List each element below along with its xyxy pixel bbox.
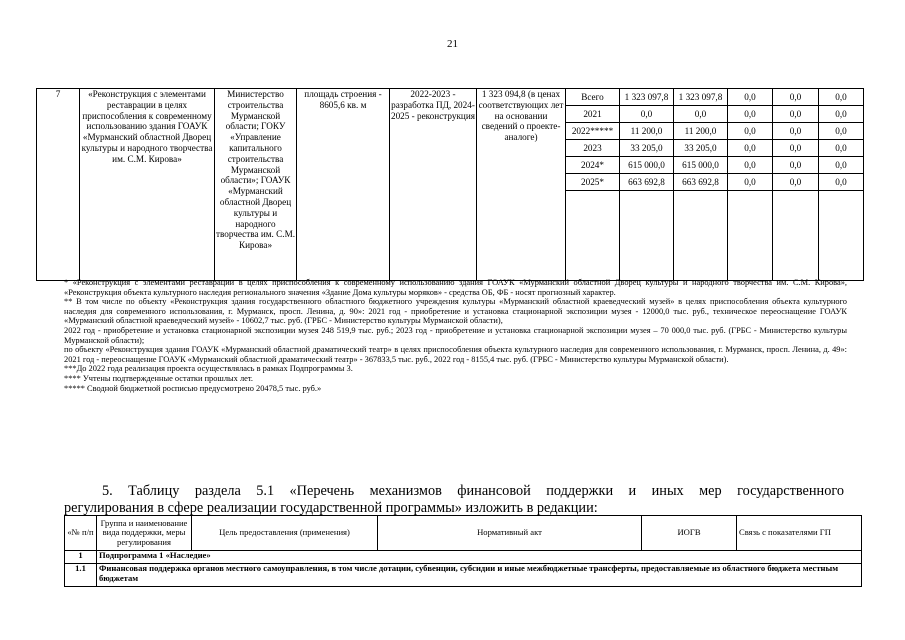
total-cell: 33 205,0 [620, 140, 674, 157]
footnote: ** В том числе по объекту «Реконструкция здания государственного областного бюджетного учреждения культуры «Мурманский областной краеведческий музей» в целях приспособления объекта культурного наследия для современного использования, г. Мурманск, просп. Ленина, д. 90»: 2021 год - приобретение и установка стационарной экспозиции музея - 12000,0 тыс. руб., техническое переоснащение ГОАУК «Мурманский областной краеведческий музей» - 10602,7 тыс. руб. (ГРБС - Министерство культуры Мурманской области), [64, 297, 847, 326]
value-cell: 0,0 [728, 106, 773, 123]
value-cell: 0,0 [773, 157, 819, 174]
header-act: Нормативный акт [378, 516, 642, 551]
capacity-cell: площадь строения - 8605,6 кв. м [297, 89, 390, 281]
regional-budget-cell: 615 000,0 [674, 157, 728, 174]
total-cell: 663 692,8 [620, 174, 674, 191]
regional-budget-cell: 11 200,0 [674, 123, 728, 140]
subprogram-title: Подпрограмма 1 «Наследие» [97, 551, 862, 564]
regional-budget-cell: 0,0 [674, 106, 728, 123]
support-measures-table [64, 515, 862, 587]
regional-budget-cell: 1 323 097,8 [674, 89, 728, 106]
value-cell: 0,0 [728, 89, 773, 106]
empty-cell [728, 191, 773, 281]
year-cell: 2023 [566, 140, 620, 157]
value-cell: 0,0 [819, 89, 864, 106]
year-cell: 2021 [566, 106, 620, 123]
heading-line: 5. Таблицу раздела 5.1 «Перечень механизмов финансовой поддержки и иных мер государственного [102, 483, 844, 499]
value-cell: 0,0 [728, 140, 773, 157]
total-cell: 11 200,0 [620, 123, 674, 140]
value-cell: 0,0 [773, 123, 819, 140]
heading-line: регулирования в сфере реализации государственной программы» изложить в редакции: [64, 499, 598, 516]
total-cell: 1 323 097,8 [620, 89, 674, 106]
period-cell: 2022-2023 - разработка ПД, 2024-2025 - реконструкция [390, 89, 477, 281]
cost-cell: 1 323 094,8 (в ценах соответствующих лет на основании сведений о проекте-аналоге) [477, 89, 566, 281]
row-number: 7 [37, 89, 80, 281]
year-cell: Всего [566, 89, 620, 106]
year-cell: 2022***** [566, 123, 620, 140]
row-number: 1 [65, 551, 97, 564]
regional-budget-cell: 33 205,0 [674, 140, 728, 157]
footnotes [64, 278, 847, 393]
empty-cell [773, 191, 819, 281]
table-row [37, 89, 864, 106]
value-cell: 0,0 [819, 123, 864, 140]
footnote: 2022 год - приобретение и установка стационарной экспозиции музея 248 519,9 тыс. руб.; 2023 год - приобретение и установка стационарной экспозиции музея – 70 000,0 тыс. руб. (ГРБС - Министерство культуры Мурманской области); [64, 325, 847, 345]
value-cell: 0,0 [773, 106, 819, 123]
header-link: Связь с показателями ГП [737, 516, 862, 551]
value-cell: 0,0 [773, 174, 819, 191]
value-cell: 0,0 [728, 157, 773, 174]
value-cell: 0,0 [819, 157, 864, 174]
measure-title: Финансовая поддержка органов местного самоуправления, в том числе дотации, субвенции, субсидии и иные межбюджетные трансферты, предоставляемые из областного бюджета местным бюджетам [97, 564, 862, 587]
year-cell: 2025* [566, 174, 620, 191]
empty-cell [566, 191, 620, 281]
customer-cell: Министерство строительства Мурманской области; ГОКУ «Управление капитального строительства Мурманской области»; ГОАУК «Мурманский областной Дворец культуры и народного творчества им. С.М. Кирова» [215, 89, 297, 281]
value-cell: 0,0 [819, 140, 864, 157]
table-row [65, 564, 862, 587]
header-iogv: ИОГВ [642, 516, 737, 551]
header-group: Группа и наименование вида поддержки, меры регулирования [97, 516, 192, 551]
value-cell: 0,0 [819, 106, 864, 123]
year-cell: 2024* [566, 157, 620, 174]
object-name-cell: «Реконструкция с элементами реставрации в целях приспособления к современному использованию здания ГОАУК «Мурманский областной Дворец культуры и народного творчества им. С.М. Кирова» [80, 89, 215, 281]
table-row [65, 551, 862, 564]
total-cell: 0,0 [620, 106, 674, 123]
value-cell: 0,0 [819, 174, 864, 191]
value-cell: 0,0 [773, 89, 819, 106]
footnote: **** Учтены подтвержденные остатки прошлых лет. [64, 373, 253, 383]
section-heading [64, 483, 844, 516]
footnote: ***** Сводной бюджетной росписью предусмотрено 20478,5 тыс. руб.» [64, 383, 322, 393]
page-number: 21 [447, 38, 458, 50]
header-purpose: Цель предоставления (применения) [192, 516, 378, 551]
total-cell: 615 000,0 [620, 157, 674, 174]
row-number: 1.1 [65, 564, 97, 587]
empty-cell [819, 191, 864, 281]
footnote: ***До 2022 года реализация проекта осуществлялась в рамках Подпрограммы 3. [64, 364, 353, 374]
value-cell: 0,0 [728, 174, 773, 191]
object-financing-table [36, 88, 864, 281]
empty-cell [620, 191, 674, 281]
value-cell: 0,0 [728, 123, 773, 140]
empty-cell [674, 191, 728, 281]
table-header-row [65, 516, 862, 551]
regional-budget-cell: 663 692,8 [674, 174, 728, 191]
header-num: «№ п/п [65, 516, 97, 551]
footnote: по объекту «Реконструкция здания ГОАУК «Мурманский областной драматический театр» в целях приспособления объекта культурного наследия для современного использования, г. Мурманск, просп. Ленина, д. 49»: 2021 год - переоснащение ГОАУК «Мурманский областной драматический театр» - 367833,5 тыс. руб., 2022 год - 8155,4 тыс. руб. (ГРБС - Министерство культуры Мурманской области). [64, 345, 847, 364]
footnote: * «Реконструкция с элементами реставрации в целях приспособления к современному использованию здания ГОАУК «Мурманский областной Дворец культуры и народного творчества им. С.М. Кирова», «Реконструкция объекта культурного наследия регионального значения «Здание Дома культуры моряков» - средства ОБ, ФБ - носят прогнозный характер. [64, 278, 847, 297]
value-cell: 0,0 [773, 140, 819, 157]
